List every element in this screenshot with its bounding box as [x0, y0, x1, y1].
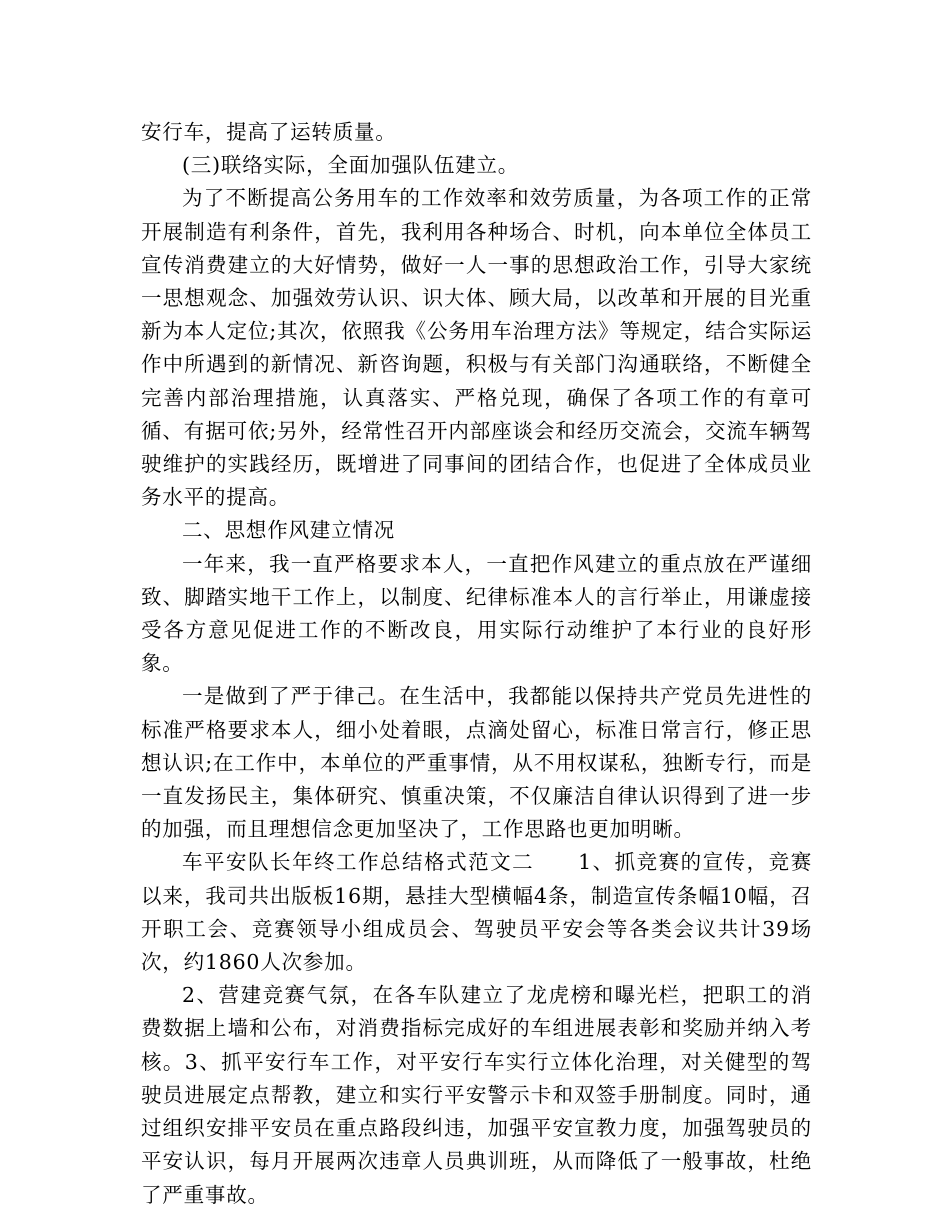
- document-body: [141, 116, 812, 1212]
- paragraph-sample-two-competition: 车平安队长年终工作总结格式范文二 1、抓竞赛的宣传，竞赛以来，我司共出版板16期，悬挂大型横幅4条，制造宣传条幅10幅，召开职工会、竞赛领导小组成员会、驾驶员平安会等各类会议共计39场次，约1860人次参加。: [141, 850, 812, 975]
- section-heading-team-building: (三)联络实际，全面加强队伍建立。: [182, 153, 520, 178]
- paragraph-strict-requirements: 一年来，我一直严格要求本人，一直把作风建立的重点放在严谨细致、脚踏实地干工作上，以制度、纪律标准本人的言行举止，用谦虚接受各方意见促进工作的不断改良，用实际行动维护了本行业的良好形象。: [141, 551, 812, 676]
- paragraph-continuation: 安行车，提高了运转质量。: [141, 120, 397, 144]
- section-heading-work-style: 二、思想作风建立情况: [182, 518, 395, 543]
- paragraph-efficiency: 为了不断提高公务用车的工作效率和效劳质量，为各项工作的正常开展制造有利条件，首先，我利用各种场合、时机，向本单位全体员工宣传消费建立的大好情势，做好一人一事的思想政治工作，引导大家统一思想观念、加强效劳认识、识大体、顾大局，以改革和开展的目光重新为本人定位;其次，依照我《公务用车治理方法》等规定，结合实际运作中所遇到的新情况、新咨询题，积极与有关部门沟通联络，不断健全完善内部治理措施，认真落实、严格兑现，确保了各项工作的有章可循、有据可依;另外，经常性召开内部座谈会和经历交流会，交流车辆驾驶维护的实践经历，既增进了同事间的团结合作，也促进了全体成员业务水平的提高。: [141, 186, 812, 510]
- paragraph-safety-work: 2、营建竞赛气氛，在各车队建立了龙虎榜和曝光栏，把职工的消费数据上墙和公布，对消费指标完成好的车组进展表彰和奖励并纳入考核。3、抓平安行车工作，对平安行车实行立体化治理，对关健型的驾驶员进展定点帮教，建立和实行平安警示卡和双签手册制度。同时，通过组织安排平安员在重点路段纠违，加强平安宣教力度，加强驾驶员的平安认识，每月开展两次违章人员典训班，从而降低了一般事故，杜绝了严重事故。: [141, 983, 812, 1207]
- paragraph-self-discipline: 一是做到了严于律己。在生活中，我都能以保持共产党员先进性的标准严格要求本人，细小处着眼，点滴处留心，标准日常言行，修正思想认识;在工作中，本单位的严重事情，从不用权谋私，独断专行，而是一直发扬民主，集体研究、慎重决策，不仅廉洁自律认识得到了进一步的加强，而且理想信念更加坚决了，工作思路也更加明晰。: [141, 684, 812, 842]
